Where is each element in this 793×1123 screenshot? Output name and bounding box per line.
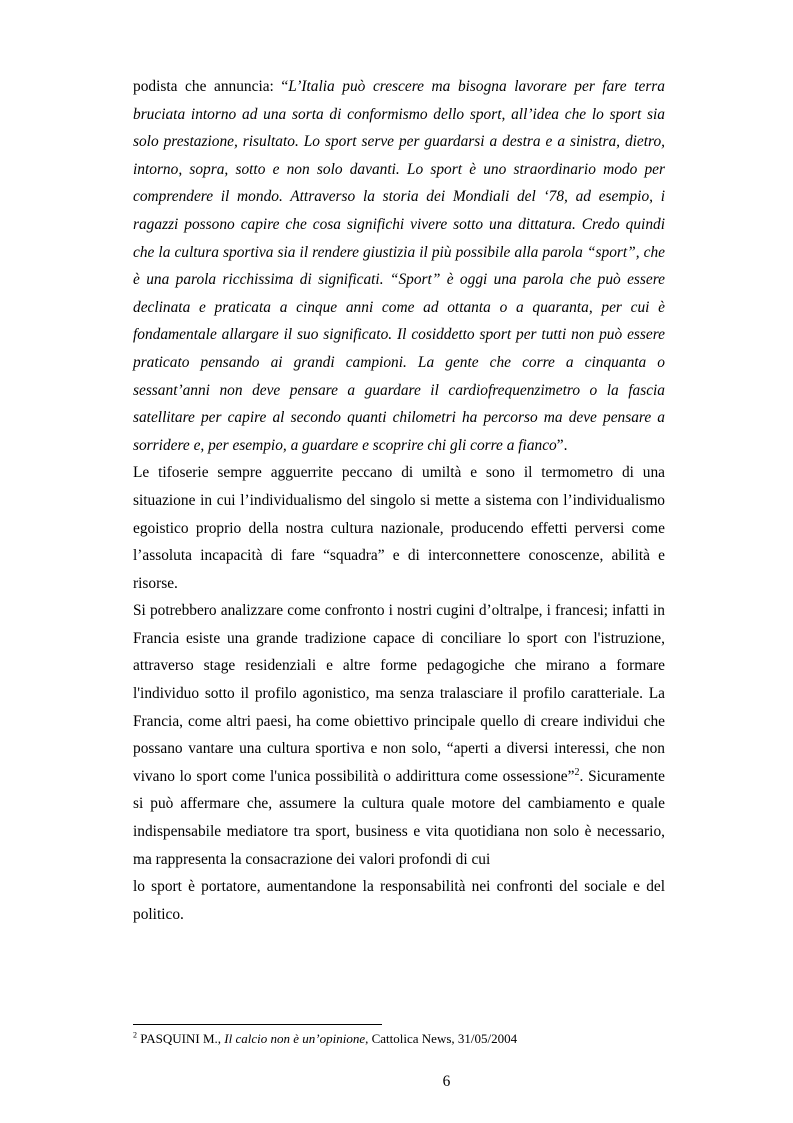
- quoted-text: L’Italia può crescere ma bisogna lavorare per fare terra bruciata intorno ad una sorta di conformismo dello sport, all’idea che lo sport sia solo prestazione, risultato. Lo sport serve per guardarsi a destra e a sinistra, dietro, intorno, sopra, sotto e non solo davanti. Lo sport è uno straordinario modo per comprendere il mondo. Attraverso la storia dei Mondiali del ‘78, ad esempio, i ragazzi possono capire che cosa significhi vivere sotto una dittatura. Credo quindi che la cultura sportiva sia il rendere giustizia il più possibile alla parola “sport”, che è una parola ricchissima di significati. “Sport” è oggi una parola che può essere declinata e praticata a cinque anni come ad ottanta o a quaranta, per cui è fondamentale allargare il suo significato. Il cosiddetto sport per tutti non può essere praticato pensando ai grandi campioni. La gente che corre a cinquanta o sessant’anni non deve pensare a guardare il cardiofrequenzimetro o la fascia satellitare per capire al secondo quanti chilometri ha percorso ma deve pensare a sorridere e, per esempio, a guardare e scoprire chi gli corre a fianco: [133, 78, 665, 454]
- quote-lead: podista che annuncia: “: [133, 78, 289, 95]
- footnote-source: , Cattolica News, 31/05/2004: [365, 1031, 518, 1046]
- footnote: [133, 1030, 693, 1047]
- paragraph-sport-portatore: lo sport è portatore, aumentandone la responsabilità nei confronti del sociale e del politico.: [133, 878, 665, 923]
- footnote-reference[interactable]: 2: [574, 766, 580, 778]
- footnote-separator: [133, 1024, 382, 1025]
- paragraph-tifoserie: Le tifoserie sempre agguerrite peccano di umiltà e sono il termometro di una situazione in cui l’individualismo del singolo si mette a sistema con l’individualismo egoistico proprio della nostra cultura nazionale, producendo effetti perversi come l’assoluta incapacità di fare “squadra” e di interconnettere conoscenze, abilità e risorse.: [133, 464, 665, 592]
- page-number: 6: [442, 1073, 451, 1090]
- quote-close: ”.: [556, 436, 568, 454]
- footnote-title: Il calcio non è un’opinione: [224, 1031, 366, 1046]
- paragraph-francia: [133, 597, 665, 873]
- paragraph-francia-continuation: . Sicuramente si può affermare che, assumere la cultura quale motore del cambiamento e quale indispensabile mediatore tra sport, business e vita quotidiana non solo è necessario, ma rappresenta la consacrazione dei valori profondi di cui: [133, 767, 665, 868]
- footnote-author: PASQUINI M.,: [137, 1031, 225, 1046]
- footnote-number: 2: [133, 1030, 137, 1040]
- paragraph-quote: [133, 73, 665, 459]
- paragraph-francia-text: Si potrebbero analizzare come confronto i nostri cugini d’oltralpe, i francesi; infatti in Francia esiste una grande tradizione capace di conciliare lo sport con l'istruzione, attraverso stage residenziali e altre forme pedagogiche che mirano a formare l'individuo sotto il profilo agonistico, ma senza tralasciare il profilo caratteriale. La Francia, come altri paesi, ha come obiettivo principale quello di creare individui che possano vantare una cultura sportiva e non solo, “aperti a diversi interessi, che non vivano lo sport come l'unica possibilità o addirittura come ossessione”: [133, 602, 665, 785]
- body-text: [133, 73, 665, 928]
